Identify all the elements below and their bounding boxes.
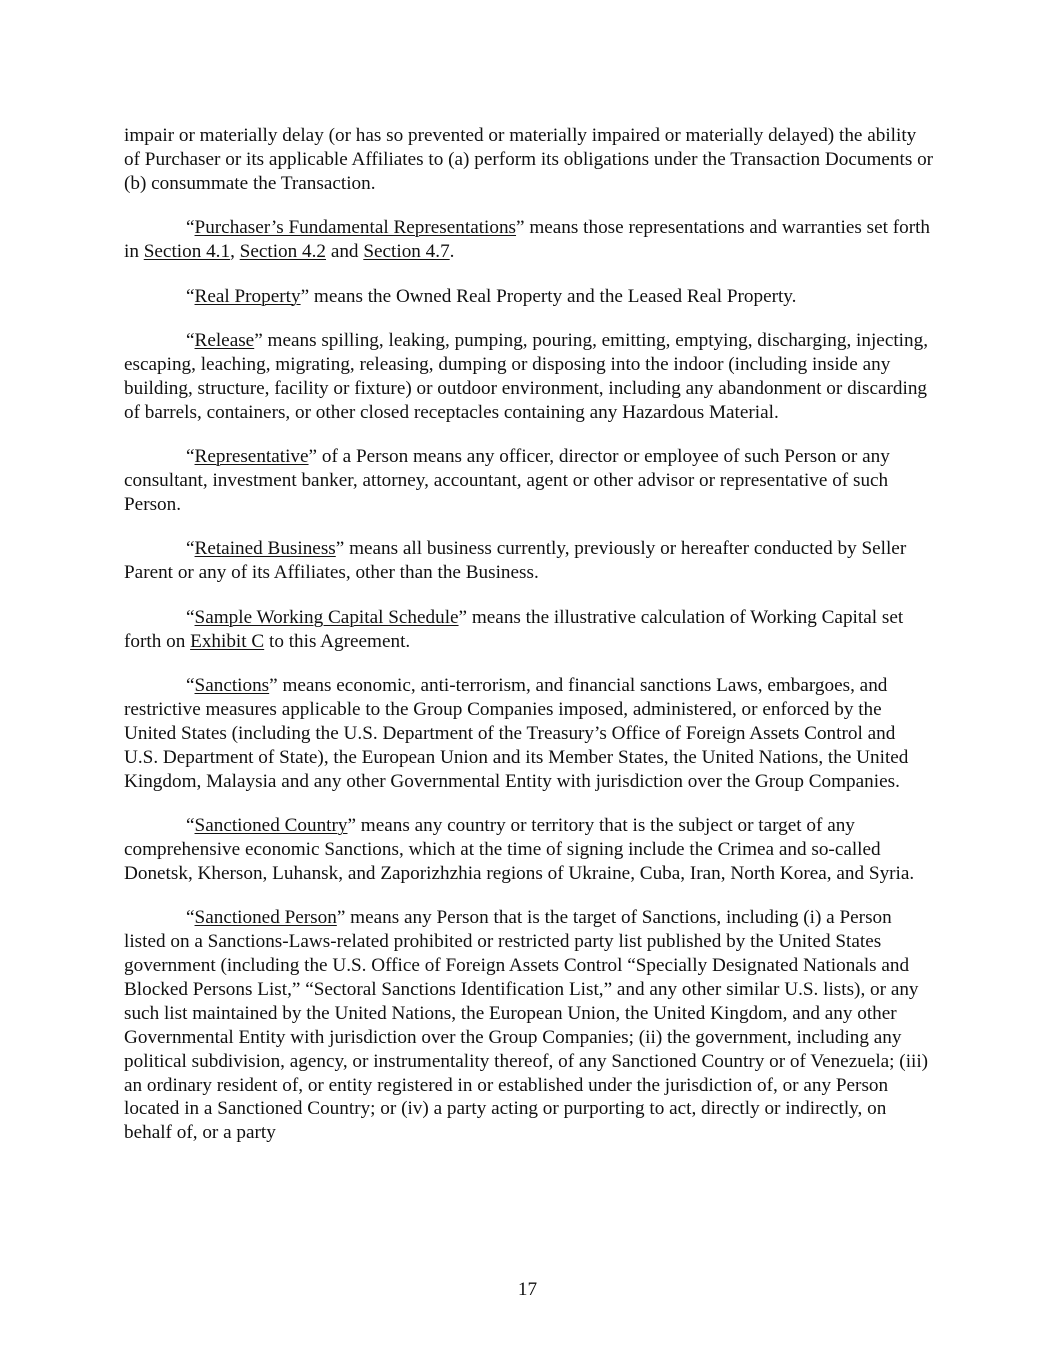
- defined-term: Retained Business: [194, 538, 336, 560]
- definition-text: ” of a Person means any officer, director or employee of such Person or any consultant, investment banker, attorney, accountant, agent or other advisor or representative of such Person.: [124, 446, 890, 515]
- paragraph-continuation: [124, 124, 934, 196]
- definition-end: to this Agreement.: [264, 630, 411, 652]
- open-quote: “: [186, 907, 195, 929]
- definition-text: ” means any Person that is the target of Sanctions, including (i) a Person listed on a Sanctions-Laws-related prohibited or restricted party list published by the United States government (including the U.S. Office of Foreign Assets Control “Specially Designated Nationals and Blocked Persons List,” “Sectoral Sanctions Identification List,” and any other similar U.S. lists), or any such list maintained by the United Nations, the European Union, the United Kingdom, and any other Governmental Entity with jurisdiction over the Group Companies; (ii) the government, including any political subdivision, agency, or instrumentality thereof, of any Sanctioned Country or of Venezuela; (iii) an ordinary resident of, or entity registered in or established under the jurisdiction of, or any Person located in a Sanctioned Country; or (iv) a party acting or purporting to act, directly or indirectly, on behalf of, or a party: [124, 907, 929, 1144]
- separator-text: ,: [230, 241, 240, 263]
- open-quote: “: [186, 329, 195, 351]
- open-quote: “: [186, 674, 195, 696]
- defined-term: Representative: [194, 446, 309, 468]
- defined-term: Real Property: [194, 285, 301, 307]
- section-reference: Section 4.1: [143, 241, 231, 263]
- definition-representative: [124, 445, 934, 517]
- open-quote: “: [186, 538, 195, 560]
- defined-term: Sanctions: [194, 674, 270, 696]
- definition-text: ” means all business currently, previously or hereafter conducted by Seller Parent or any of its Affiliates, other than the Business.: [124, 538, 907, 584]
- definition-text: ” means the Owned Real Property and the Leased Real Property.: [300, 285, 797, 307]
- definition-sample-working-capital-schedule: [124, 606, 934, 654]
- open-quote: “: [186, 814, 195, 836]
- definition-purchasers-fundamental-representations: [124, 216, 934, 264]
- defined-term: Purchaser’s Fundamental Representations: [194, 217, 517, 239]
- defined-term: Release: [194, 329, 255, 351]
- paragraph-text: impair or materially delay (or has so prevented or materially impaired or materially delayed) the ability of Purchaser or its applicable Affiliates to (a) perform its obligations under the Transaction Documents or (b) consummate the Transaction.: [124, 125, 934, 194]
- definition-text: ” means economic, anti-terrorism, and financial sanctions Laws, embargoes, and restrictive measures applicable to the Group Companies imposed, administered, or enforced by the United States (including the U.S. Department of the Treasury’s Office of Foreign Assets Control and U.S. Department of State), the European Union and its Member States, the United Nations, the United Kingdom, Malaysia and any other Governmental Entity with jurisdiction over the Group Companies.: [124, 674, 909, 792]
- definition-text: ” means those representations and warranties set forth in: [124, 217, 931, 263]
- open-quote: “: [186, 606, 195, 628]
- definition-text: ” means the illustrative calculation of Working Capital set forth on: [124, 606, 904, 652]
- exhibit-reference: Exhibit C: [190, 630, 265, 652]
- open-quote: “: [186, 446, 195, 468]
- definition-release: [124, 329, 934, 425]
- definition-text: ” means any country or territory that is the subject or target of any comprehensive economic Sanctions, which at the time of signing include the Crimea and so-called Donetsk, Kherson, Luhansk, and Zaporizhzhia regions of Ukraine, Cuba, Iran, North Korea, and Syria.: [124, 814, 915, 884]
- document-page: [124, 124, 934, 1166]
- definition-real-property: [124, 285, 934, 309]
- definition-end: .: [449, 241, 455, 263]
- definition-text: ” means spilling, leaking, pumping, pouring, emitting, emptying, discharging, injecting, escaping, leaching, migrating, releasing, dumping or disposing into the indoor (including inside any building, structure, facility or fixture) or outdoor environment, including any abandonment or discarding of barrels, containers, or other closed receptacles containing any Hazardous Material.: [124, 329, 928, 423]
- separator-text: and: [326, 241, 364, 263]
- section-reference: Section 4.7: [363, 241, 450, 263]
- defined-term: Sample Working Capital Schedule: [194, 606, 459, 628]
- open-quote: “: [186, 285, 195, 307]
- definition-sanctions: [124, 674, 934, 794]
- defined-term: Sanctioned Country: [194, 814, 348, 836]
- section-reference: Section 4.2: [239, 241, 327, 263]
- definition-retained-business: [124, 537, 934, 585]
- defined-term: Sanctioned Person: [194, 907, 337, 929]
- definition-sanctioned-country: [124, 814, 934, 886]
- open-quote: “: [186, 217, 195, 239]
- definition-sanctioned-person: [124, 906, 934, 1145]
- page-number: 17: [517, 1279, 538, 1300]
